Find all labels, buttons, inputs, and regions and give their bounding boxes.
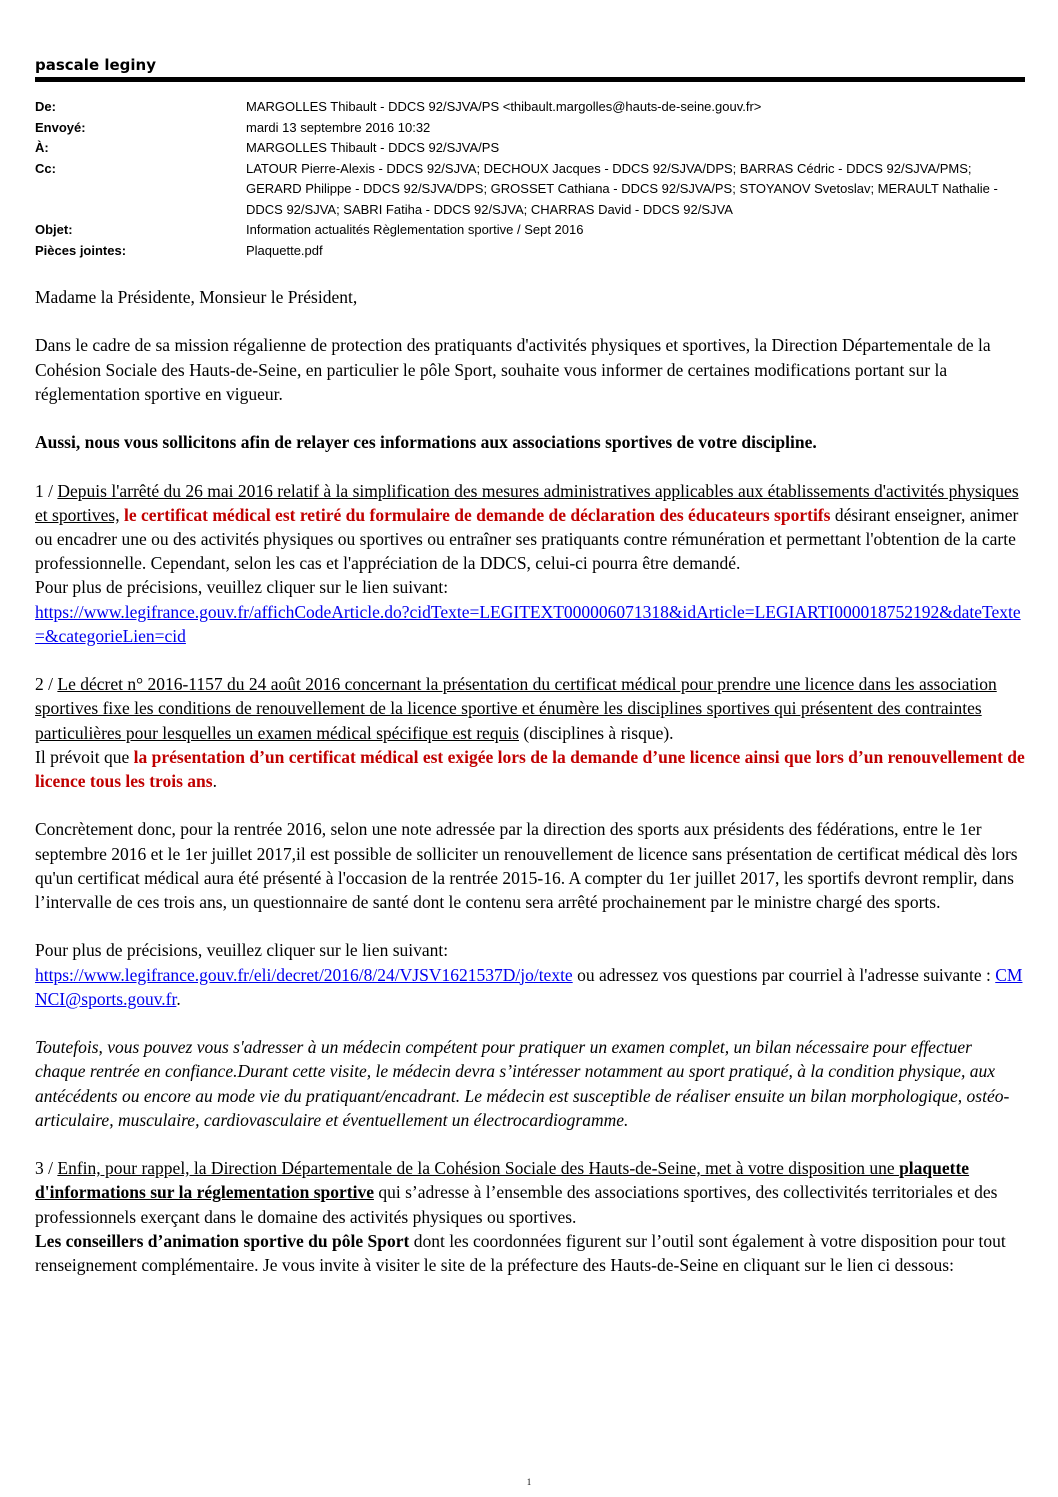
header-row-to — [35, 138, 1025, 159]
section-3-text: qui s’adresse à l’ensemble des associations sportives, des collectivités territoriales et des professionnels exerçant dans le domaine des activités physiques ou sportives. — [35, 1182, 998, 1227]
header-value-subject: Information actualités Règlementation sportive / Sept 2016 — [246, 222, 584, 237]
section-2-provision — [35, 745, 1025, 793]
email-body — [35, 285, 1025, 1277]
header-row-subject — [35, 220, 1025, 241]
section-3-advisors: Les conseillers d’animation sportive du pôle Sport — [35, 1230, 410, 1251]
legifrance-decree-link[interactable]: https://www.legifrance.gouv.fr/eli/decret/2016/8/24/VJSV1621537D/jo/texte — [35, 964, 573, 985]
section-2-highlight: la présentation d’un certificat médical est exigée lors de la demande d’une licence ainsi que lors d’un renouvellement de licence tous les trois ans — [35, 746, 1025, 791]
header-row-cc — [35, 159, 1025, 221]
header-row-from — [35, 97, 1025, 118]
section-2-more-end: . — [176, 988, 181, 1009]
header-value-cc: LATOUR Pierre-Alexis - DDCS 92/SJVA; DECHOUX Jacques - DDCS 92/SJVA/DPS; BARRAS Cédric - DDCS 92/SJVA/PMS; GERARD Philippe - DDCS 92/SJVA/DPS; GROSSET Cathiana - DDCS 92/SJVA/PS; STOYANOV Svetoslav; MERAULT Nathalie - DDCS 92/SJVA; SABRI Fatiha - DDCS 92/SJVA; CHARRAS David - DDCS 92/SJVA — [246, 160, 998, 217]
section-1-number: 1 / — [35, 480, 58, 501]
section-2-end: . — [212, 771, 217, 791]
section-3-brochure: plaquette d'informations sur la réglementation sportive — [35, 1158, 970, 1203]
section-2-concrete: Concrètement donc, pour la rentrée 2016, selon une note adressée par la direction des sports aux présidents des fédérations, entre le 1er septembre 2016 et le 1er juillet 2017,il est possible de solliciter un renouvellement de licence sans présentation de certificat médical dès lors qu'un certificat médical aura été présenté à l'occasion de la rentrée 2015-16. A compter du 1er juillet 2017, les sportifs devront remplir, dans l’intervalle de ces trois ans, un questionnaire de santé dont le contenu sera arrêté prochainement par le ministre chargé des sports. — [35, 819, 1018, 912]
section-1-highlight: le certificat médical est retiré du formulaire de demande de déclaration des éducateurs sportifs — [119, 504, 831, 525]
italic-note: Toutefois, vous pouvez vous s'adresser à un médecin compétent pour pratiquer un examen complet, un bilan nécessaire pour effectuer chaque rentrée en confiance.Durant cette visite, le médecin devra s’intéresser notamment au sport pratiqué, à la condition physique, aux antécédents ou encore au mode vie du pratiquant/encadrant. Le médecin est susceptible de réaliser ensuite un bilan morphologique, ostéo-articulaire, musculaire, cardiovasculaire et éventuellement un électrocardiogramme. — [35, 1037, 1010, 1130]
section-1-text: désirant enseigner, animer ou encadrer une ou des activités physiques ou sportives ou entraîner ses pratiquants contre rémunération et permettant l'obtention de la carte professionnelle. Cependant, selon les cas et l'appréciation de la DDCS, celui-ci pourra être demandé. — [35, 504, 1019, 574]
header-key: À: — [35, 140, 49, 155]
email-header — [35, 97, 1025, 261]
section-1 — [35, 479, 1025, 648]
sender-name: pascale leginy — [35, 56, 156, 74]
section-3-text-2: dont les coordonnées figurent sur l’outil sont également à votre disposition pour tout renseignement complémentaire. Je vous invite à visiter le site de la préfecture des Hauts-de-Seine en cliquant sur le lien ci dessous: — [35, 1230, 1006, 1275]
section-2-number: 2 / — [35, 674, 58, 695]
section-3-reference: Enfin, pour rappel, la Direction Départementale de la Cohésion Sociale des Hauts-de-Seine, met à votre disposition une — [57, 1158, 900, 1179]
intro-paragraph: Dans le cadre de sa mission régalienne de protection des pratiquants d'activités physiques et sportives, la Direction Départementale de la Cohésion Sociale des Hauts-de-Seine, en particulier le pôle Sport, souhaite vous informer de certaines modifications portant sur la réglementation sportive en vigueur. — [35, 335, 991, 404]
section-3 — [35, 1156, 1025, 1277]
request-paragraph: Aussi, nous vous sollicitons afin de relayer ces informations aux associations sportives de votre discipline. — [35, 432, 817, 453]
header-divider — [35, 77, 1025, 82]
section-2-more — [35, 938, 1025, 1011]
section-2-after: (disciplines à risque). — [519, 722, 674, 743]
section-1-more: Pour plus de précisions, veuillez cliquer sur le lien suivant: — [35, 577, 449, 598]
header-value-sent: mardi 13 septembre 2016 10:32 — [246, 119, 431, 135]
header-key: Envoyé: — [35, 119, 86, 135]
section-2-more-mid: ou adressez vos questions par courriel à l'adresse suivante : — [572, 964, 996, 985]
header-key: Pièces jointes: — [35, 242, 127, 258]
header-row-attachments — [35, 241, 1025, 262]
section-3-number: 3 / — [35, 1158, 58, 1179]
section-2-more-lead: Pour plus de précisions, veuillez cliquer sur le lien suivant: — [35, 940, 449, 961]
header-row-sent — [35, 118, 1025, 139]
page-number: 1 — [526, 1477, 532, 1487]
greeting: Madame la Présidente, Monsieur le Président, — [35, 287, 358, 307]
header-value-to: MARGOLLES Thibault - DDCS 92/SJVA/PS — [246, 140, 500, 155]
header-value-attachments: Plaquette.pdf — [246, 242, 323, 258]
section-2-reference: Le décret n° 2016-1157 du 24 août 2016 concernant la présentation du certificat médical pour prendre une licence dans les association sportives fixe les conditions de renouvellement de la licence sportive et énumère les disciplines sportives qui présentent des contraintes particulières pour lesquelles un examen médical spécifique est requis — [35, 674, 997, 743]
legifrance-article-link[interactable]: https://www.legifrance.gouv.fr/affichCodeArticle.do?cidTexte=LEGITEXT000006071318&idArticle=LEGIARTI000018752192&dateTexte=&categorieLien=cid — [35, 601, 1021, 646]
cmnci-email-link[interactable]: CMNCI@sports.gouv.fr — [35, 964, 1023, 1009]
header-value-from: MARGOLLES Thibault - DDCS 92/SJVA/PS <thibault.margolles@hauts-de-seine.gouv.fr> — [246, 99, 762, 114]
section-2-pre: Il prévoit que — [35, 746, 134, 767]
header-key: De: — [35, 99, 56, 114]
section-1-reference: Depuis l'arrêté du 26 mai 2016 relatif à la simplification des mesures administratives applicables aux établissements d'activités physiques et sportives, — [35, 480, 1019, 525]
header-key: Cc: — [35, 160, 56, 176]
header-key: Objet: — [35, 222, 73, 237]
section-2 — [35, 672, 1025, 745]
